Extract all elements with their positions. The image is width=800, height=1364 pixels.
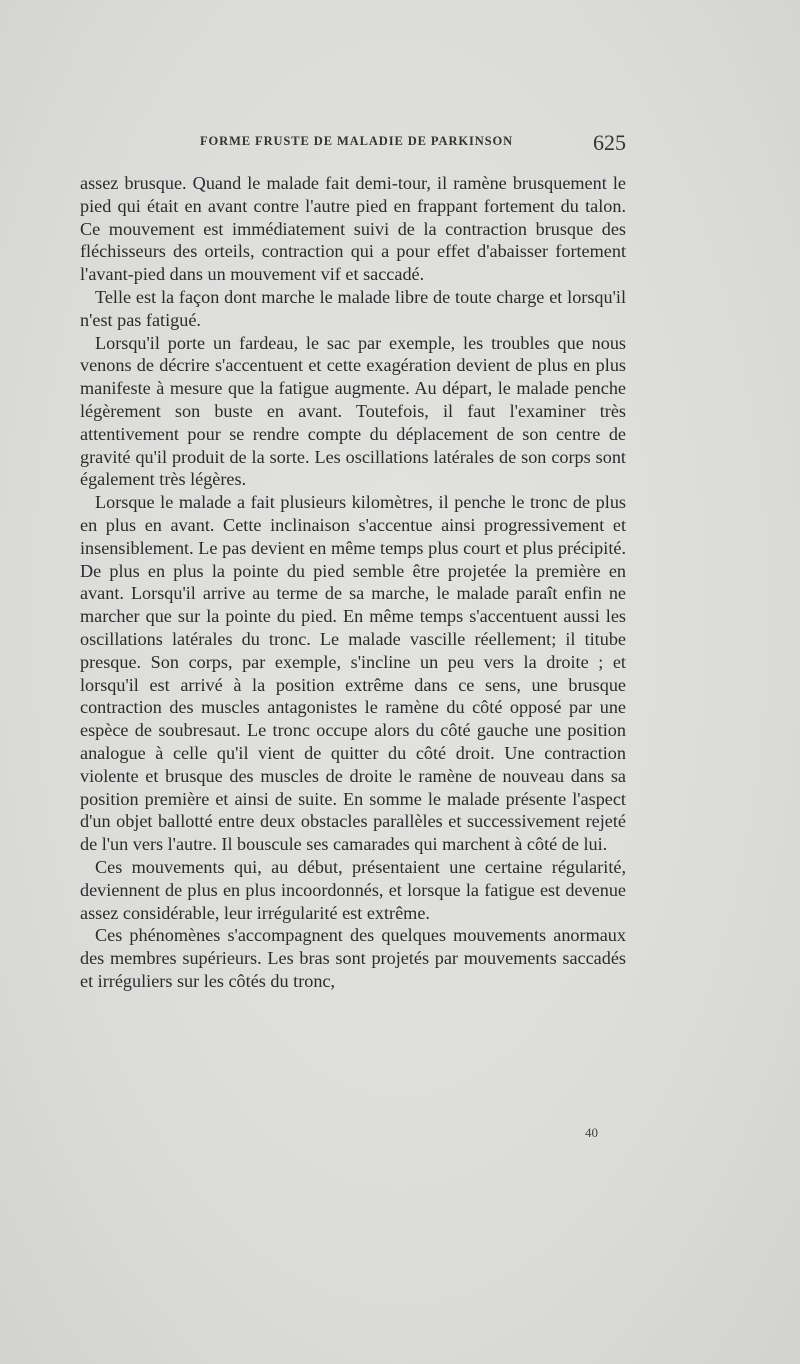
running-header bbox=[80, 130, 626, 156]
paragraph: Lorsqu'il porte un fardeau, le sac par exemple, les troubles que nous venons de décrire s'accentuent et cette exagération devient de plus en plus manifeste à mesure que la fatigue augmente. Au départ, le malade penche légèrement son buste en avant. Toutefois, il faut l'examiner très attentivement pour se rendre compte du déplacement de son centre de gravité qu'il produit de la sorte. Les oscillations latérales de son corps sont également très légères. bbox=[80, 332, 626, 490]
page-number: 625 bbox=[593, 130, 626, 155]
paragraph: Lorsque le malade a fait plusieurs kilomètres, il penche le tronc de plus en plus en avant. Cette inclinaison s'accentue ainsi progressivement et insensiblement. Le pas devient en même temps plus court et plus précipité. De plus en plus la pointe du pied semble être projetée la première en avant. Lorsqu'il arrive au terme de sa marche, le malade paraît enfin ne marcher que sur la pointe du pied. En même temps s'accentuent aussi les oscillations latérales du tronc. Le malade vascille réellement; il titube presque. Son corps, par exemple, s'incline un peu vers la droite ; et lorsqu'il est arrivé à la position extrême dans ce sens, une brusque contraction des muscles antagonistes le ramène du côté opposé par une espèce de soubresaut. Le tronc occupe alors du côté gauche une position analogue à celle qu'il vient de quitter du côté droit. Une contraction violente et brusque des muscles de droite le ramène de nouveau dans sa position première et ainsi de suite. En somme le malade présente l'aspect d'un objet ballotté entre deux obstacles parallèles et successivement rejeté de l'un vers l'autre. Il bouscule ses camarades qui marchent à côté de lui. bbox=[80, 492, 626, 855]
body-text bbox=[80, 172, 626, 993]
paragraph: Ces phénomènes s'accompagnent des quelques mouvements anormaux des membres supérieurs. Les bras sont projetés par mouvements saccadés et irréguliers sur les côtés du tronc, bbox=[80, 925, 626, 991]
header-title: FORME FRUSTE DE MALADIE DE PARKINSON bbox=[200, 134, 514, 148]
signature-mark: 40 bbox=[585, 1125, 598, 1140]
paragraph: Ces mouvements qui, au début, présentaient une certaine régularité, deviennent de plus en plus incoordonnés, et lorsque la fatigue est devenue assez considérable, leur irrégularité est extrême. bbox=[80, 856, 626, 923]
paragraph: Telle est la façon dont marche le malade libre de toute charge et lorsqu'il n'est pas fatigué. bbox=[80, 286, 626, 330]
paragraph: assez brusque. Quand le malade fait demi-tour, il ramène brusquement le pied qui était en avant contre l'autre pied en frappant fortement du talon. Ce mouvement est immédiatement suivi de la contraction brusque des fléchisseurs des orteils, contraction qui a pour effet d'abaisser fortement l'avant-pied dans un mouvement vif et saccadé. bbox=[80, 173, 626, 285]
